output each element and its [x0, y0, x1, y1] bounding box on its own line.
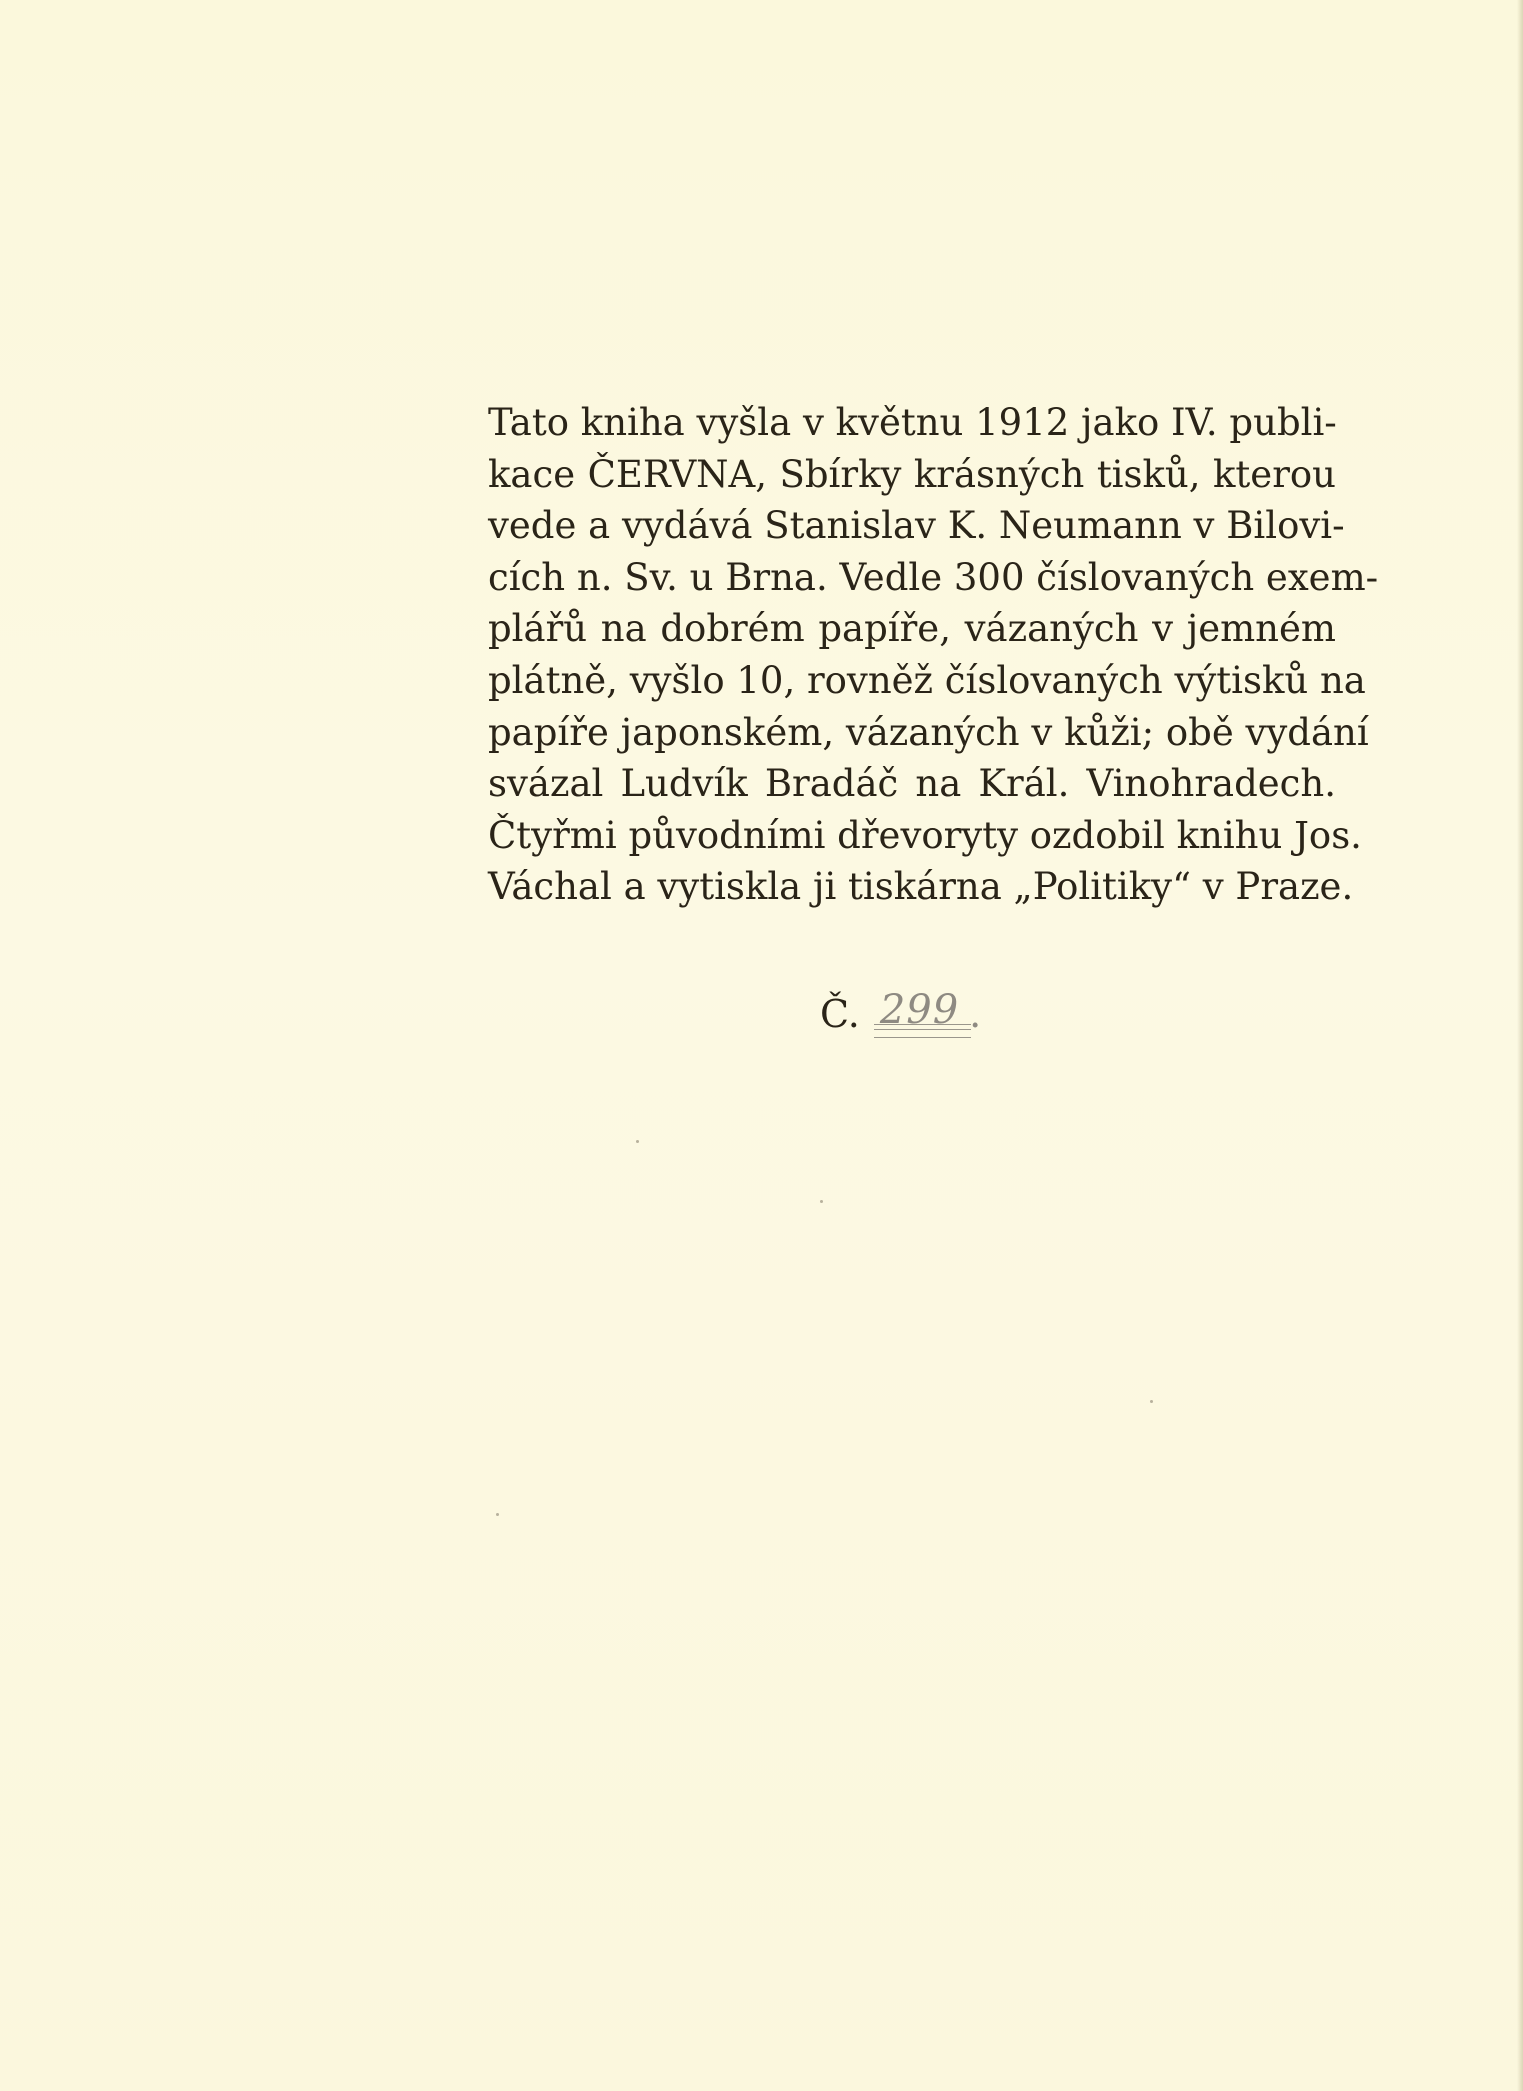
- colophon-line: Tato kniha vyšla v květnu 1912 jako IV. publi-: [488, 401, 1337, 444]
- colophon-line: kace ČERVNA, Sbírky krásných tisků, kterou: [488, 452, 1336, 496]
- paper-speck: [636, 1140, 639, 1143]
- copy-number: [820, 978, 981, 1038]
- copy-number-prefix: Č.: [820, 992, 860, 1036]
- colophon-text: [488, 397, 1379, 913]
- copy-number-stamp: [874, 986, 965, 1038]
- colophon-line: Váchal a vytiskla ji tiskárna „Politiky“ v Praze.: [488, 865, 1354, 909]
- copy-number-underline: [874, 1024, 971, 1038]
- page-edge-shadow: [1517, 0, 1523, 2091]
- colophon-line: plářů na dobrém papíře, vázaných v jemném: [488, 607, 1336, 651]
- colophon-line: Čtyřmi původními dřevoryty ozdobil knihu Jos.: [488, 813, 1362, 857]
- copy-number-suffix: .: [969, 992, 982, 1036]
- colophon-line: svázal Ludvík Bradáč na Král. Vinohradech.: [488, 762, 1336, 806]
- colophon-line: papíře japonském, vázaných v kůži; obě vydání: [488, 710, 1369, 754]
- copy-number-value: 299: [879, 987, 960, 1033]
- paper-speck: [1150, 1400, 1153, 1403]
- colophon-line: vede a vydává Stanislav K. Neumann v Bilovi-: [488, 504, 1345, 548]
- paper-speck: [496, 1513, 499, 1516]
- colophon-line: cích n. Sv. u Brna. Vedle 300 číslovaných exem-: [488, 555, 1379, 599]
- colophon-line: plátně, vyšlo 10, rovněž číslovaných výtisků na: [488, 658, 1366, 702]
- paper-speck: [820, 1200, 823, 1203]
